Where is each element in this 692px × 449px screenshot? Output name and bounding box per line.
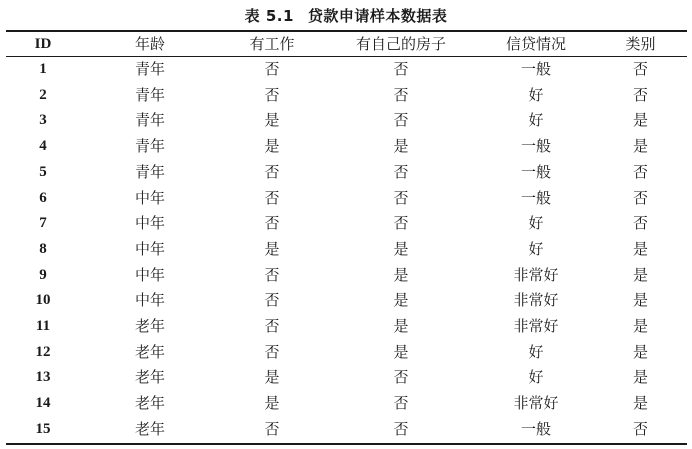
cell-credit: 非常好: [513, 317, 559, 336]
cell-owns-house: 是: [393, 137, 409, 156]
cell-age: 中年: [134, 265, 165, 284]
cell-class: 是: [632, 111, 648, 130]
table-row: [6, 83, 687, 109]
cell-has-job: 否: [264, 342, 280, 361]
cell-owns-house: 是: [393, 291, 409, 310]
table-row: [6, 211, 687, 237]
cell-credit: 好: [528, 342, 544, 361]
cell-age: 青年: [134, 162, 165, 181]
column-header-id: ID: [34, 36, 52, 52]
cell-has-job: 否: [264, 317, 280, 336]
cell-age: 青年: [134, 137, 165, 156]
cell-age: 青年: [134, 85, 165, 104]
cell-has-job: 否: [264, 419, 280, 438]
cell-credit: 好: [528, 239, 544, 258]
table-caption: [0, 6, 692, 26]
table-row: [6, 365, 687, 391]
cell-id: 14: [35, 395, 51, 412]
cell-id: 15: [35, 420, 51, 437]
cell-class: 是: [632, 317, 648, 336]
cell-id: 2: [39, 86, 47, 103]
cell-has-job: 是: [264, 111, 280, 130]
cell-owns-house: 是: [393, 317, 409, 336]
cell-owns-house: 否: [393, 214, 409, 233]
cell-has-job: 是: [264, 137, 280, 156]
table-body: [6, 56, 687, 443]
table-row: [6, 391, 687, 417]
cell-credit: 一般: [520, 188, 551, 207]
table-row: [6, 314, 687, 340]
cell-has-job: 否: [264, 265, 280, 284]
cell-owns-house: 否: [393, 419, 409, 438]
cell-age: 老年: [134, 368, 165, 387]
cell-owns-house: 否: [393, 368, 409, 387]
cell-has-job: 是: [264, 394, 280, 413]
cell-has-job: 否: [264, 291, 280, 310]
table-row: [6, 263, 687, 289]
cell-owns-house: 否: [393, 394, 409, 413]
loan-application-table: [6, 32, 687, 443]
cell-age: 青年: [134, 111, 165, 130]
cell-class: 否: [632, 60, 648, 78]
cell-credit: 好: [528, 214, 544, 233]
table-row: [6, 134, 687, 160]
table-row: [6, 160, 687, 186]
cell-credit: 好: [528, 85, 544, 104]
cell-credit: 非常好: [513, 394, 559, 413]
cell-id: 5: [39, 163, 47, 180]
cell-has-job: 是: [264, 368, 280, 387]
cell-credit: 非常好: [513, 291, 559, 310]
cell-credit: 一般: [520, 137, 551, 156]
table-row: [6, 108, 687, 134]
cell-class: 否: [632, 188, 648, 207]
cell-owns-house: 是: [393, 239, 409, 258]
cell-owns-house: 否: [393, 60, 409, 78]
cell-class: 是: [632, 265, 648, 284]
cell-credit: 好: [528, 111, 544, 130]
cell-has-job: 否: [264, 85, 280, 104]
cell-credit: 好: [528, 368, 544, 387]
cell-class: 是: [632, 368, 648, 387]
cell-class: 否: [632, 214, 648, 233]
cell-has-job: 是: [264, 239, 280, 258]
cell-age: 青年: [134, 60, 165, 78]
table-header-row: [6, 32, 687, 56]
cell-id: 13: [35, 369, 51, 386]
cell-age: 老年: [134, 342, 165, 361]
cell-id: 6: [39, 189, 47, 206]
column-header-owns-house: 有自己的房子: [355, 35, 446, 53]
cell-credit: 非常好: [513, 265, 559, 284]
cell-owns-house: 是: [393, 342, 409, 361]
cell-class: 否: [632, 85, 648, 104]
cell-has-job: 否: [264, 60, 280, 78]
cell-credit: 一般: [520, 419, 551, 438]
cell-credit: 一般: [520, 162, 551, 181]
cell-id: 3: [39, 112, 47, 129]
cell-id: 8: [39, 240, 47, 257]
cell-class: 是: [632, 291, 648, 310]
cell-has-job: 否: [264, 214, 280, 233]
cell-id: 4: [39, 138, 47, 155]
cell-age: 中年: [134, 188, 165, 207]
cell-age: 老年: [134, 419, 165, 438]
cell-owns-house: 否: [393, 188, 409, 207]
cell-id: 1: [39, 61, 47, 77]
cell-class: 否: [632, 419, 648, 438]
cell-age: 中年: [134, 239, 165, 258]
cell-owns-house: 否: [393, 162, 409, 181]
bottom-rule: [6, 443, 687, 445]
column-header-age: 年龄: [134, 35, 165, 53]
cell-id: 11: [35, 318, 51, 335]
column-header-class: 类别: [625, 35, 656, 53]
cell-owns-house: 是: [393, 265, 409, 284]
cell-age: 中年: [134, 291, 165, 310]
cell-has-job: 否: [264, 188, 280, 207]
table-row: [6, 417, 687, 443]
cell-class: 是: [632, 137, 648, 156]
cell-has-job: 否: [264, 162, 280, 181]
table-row: [6, 288, 687, 314]
cell-class: 是: [632, 394, 648, 413]
cell-id: 12: [35, 343, 51, 360]
table-row: [6, 186, 687, 212]
cell-owns-house: 否: [393, 111, 409, 130]
cell-age: 老年: [134, 394, 165, 413]
cell-owns-house: 否: [393, 85, 409, 104]
cell-id: 10: [35, 292, 51, 309]
cell-class: 是: [632, 342, 648, 361]
cell-age: 老年: [134, 317, 165, 336]
table-title: 贷款申请样本数据表: [307, 7, 448, 25]
table-number: 表 5.1: [244, 7, 294, 25]
table-row: [6, 340, 687, 366]
cell-id: 9: [39, 266, 47, 283]
table-row: [6, 56, 687, 83]
cell-credit: 一般: [520, 60, 551, 78]
cell-class: 否: [632, 162, 648, 181]
table-row: [6, 237, 687, 263]
cell-id: 7: [39, 215, 47, 232]
column-header-has-job: 有工作: [249, 35, 295, 53]
cell-age: 中年: [134, 214, 165, 233]
column-header-credit: 信贷情况: [505, 35, 566, 53]
cell-class: 是: [632, 239, 648, 258]
